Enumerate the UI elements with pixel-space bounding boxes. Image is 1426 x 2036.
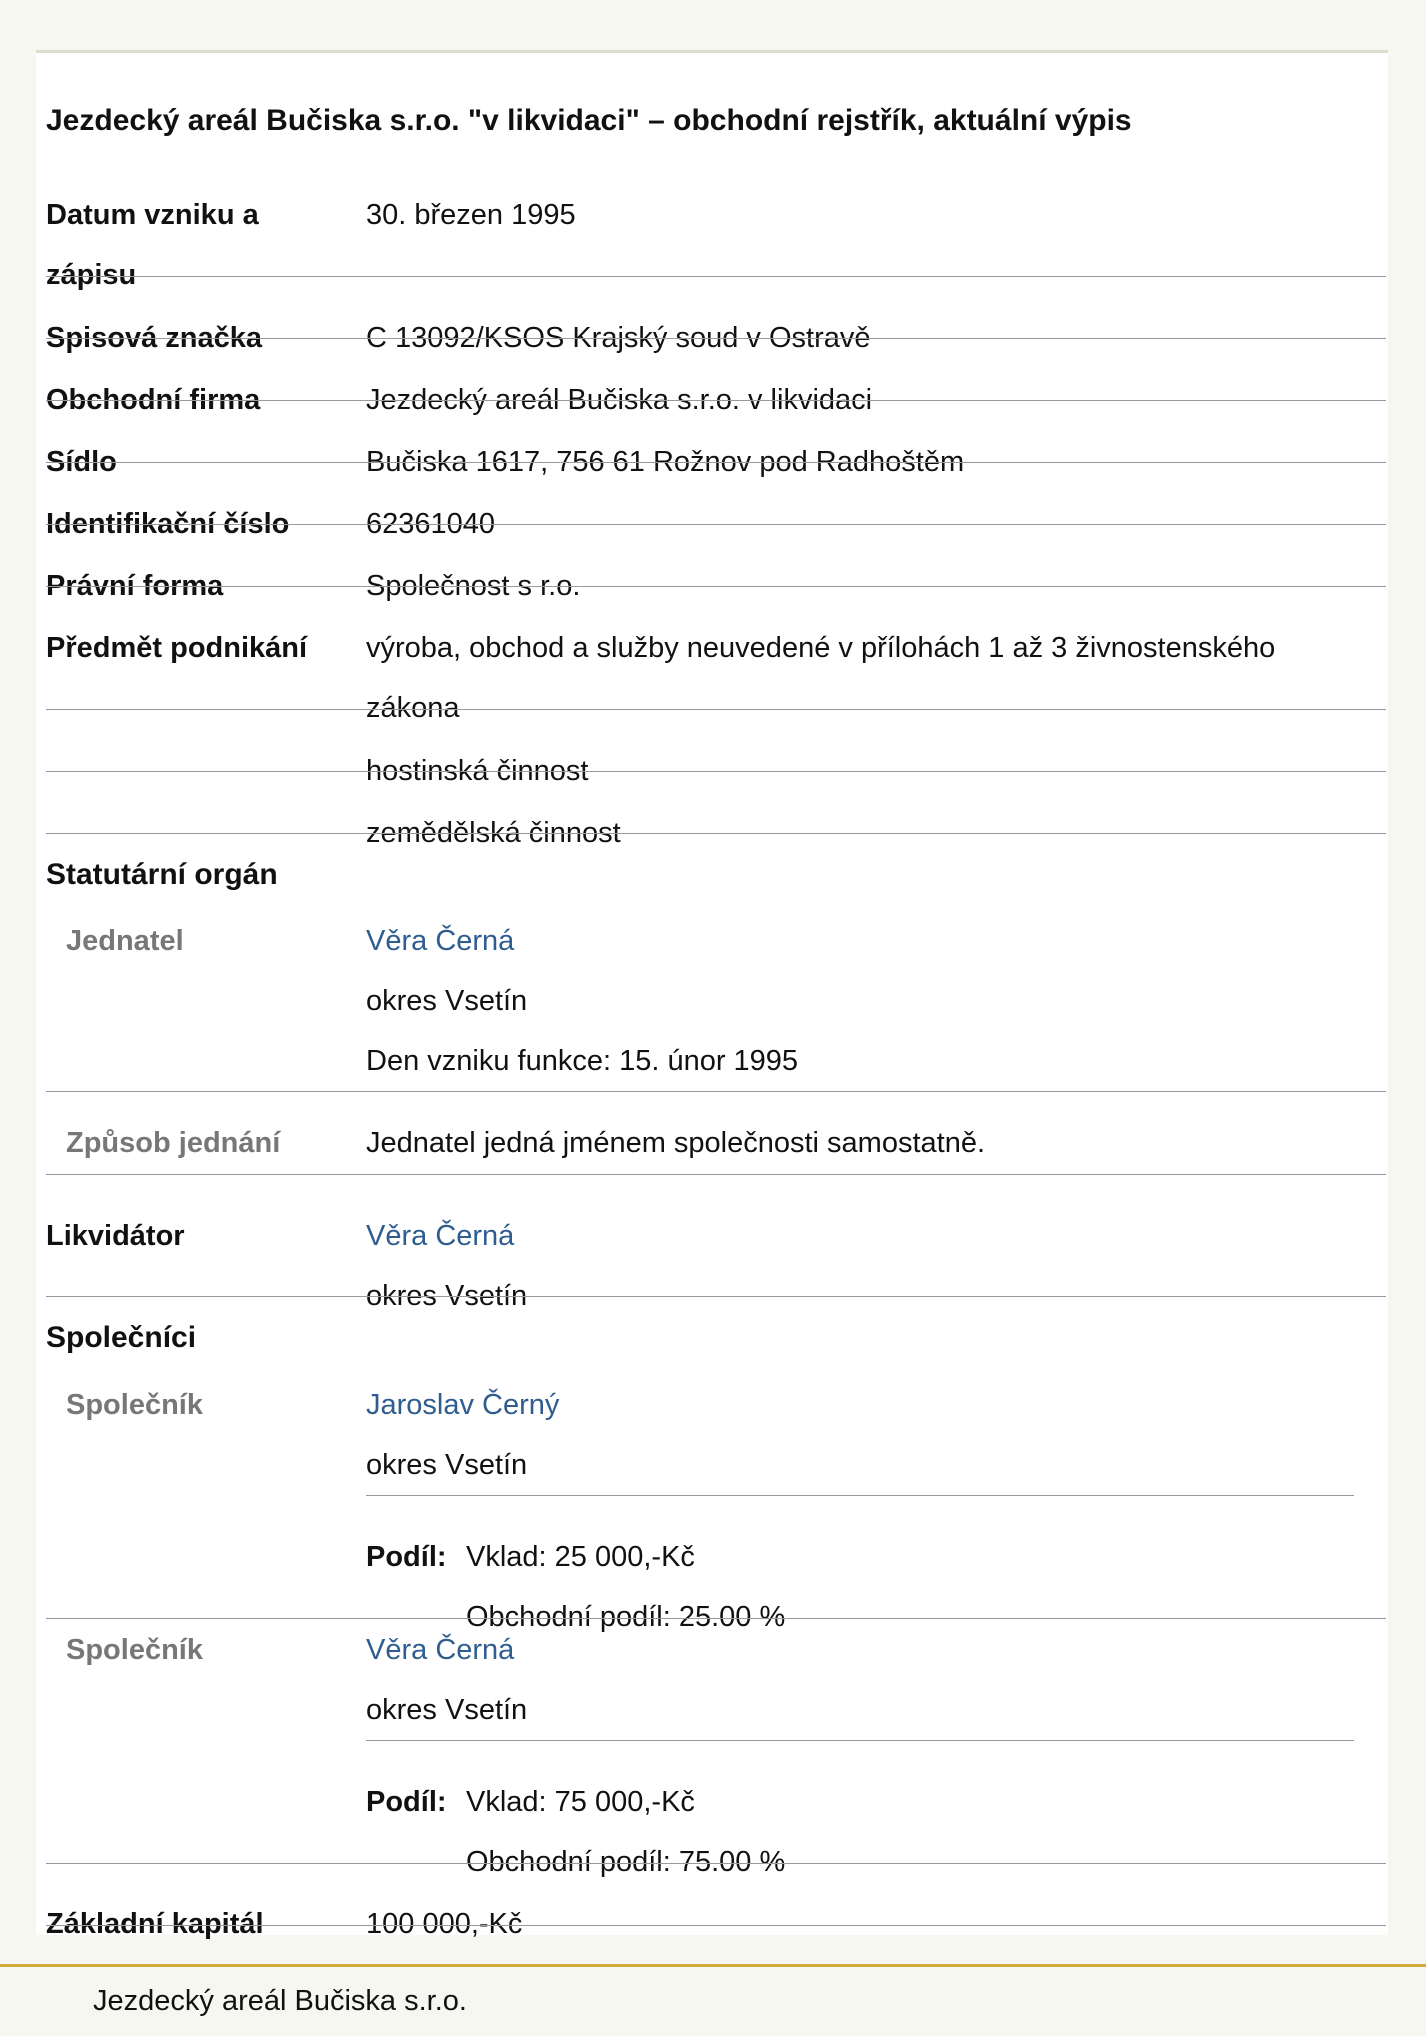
divider xyxy=(46,524,1386,525)
label-firma: Obchodní firma xyxy=(46,384,261,416)
podil-label: Podíl: xyxy=(366,1541,447,1573)
divider xyxy=(46,462,1386,463)
label-kapital: Základní kapitál xyxy=(46,1908,264,1940)
predmet-item: výroba, obchod a služby neuvedené v přílohách 1 až 3 živnostenského xyxy=(366,632,1276,664)
divider xyxy=(366,1495,1354,1496)
podil-obchodni: Obchodní podíl: 75.00 % xyxy=(466,1846,786,1878)
label-likvidator: Likvidátor xyxy=(46,1220,185,1252)
divider xyxy=(46,771,1386,772)
divider xyxy=(366,1740,1354,1741)
predmet-item: zemědělská činnost xyxy=(366,817,621,849)
section-statutarni: Statutární orgán xyxy=(46,858,278,891)
label-datum-line2: zápisu xyxy=(46,259,137,291)
label-spolecnik: Společník xyxy=(66,1389,203,1421)
likvidator-name-link[interactable]: Věra Černá xyxy=(366,1220,515,1252)
podil-vklad: Vklad: 25 000,-Kč xyxy=(466,1541,695,1573)
page-title: Jezdecký areál Bučiska s.r.o. "v likvidaci" – obchodní rejstřík, aktuální výpis xyxy=(46,104,1132,137)
section-spolecnici: Společníci xyxy=(46,1321,197,1354)
value-ico: 62361040 xyxy=(366,508,496,540)
spolecnik-name-link[interactable]: Věra Černá xyxy=(366,1634,515,1666)
spolecnik-name-link[interactable]: Jaroslav Černý xyxy=(366,1389,560,1421)
label-jednatel: Jednatel xyxy=(66,925,184,957)
value-datum: 30. březen 1995 xyxy=(366,199,576,231)
divider xyxy=(46,338,1386,339)
label-spisova: Spisová značka xyxy=(46,322,262,354)
value-sidlo: Bučiska 1617, 756 61 Rožnov pod Radhoštěm xyxy=(366,446,965,478)
predmet-item: hostinská činnost xyxy=(366,755,589,787)
value-zpusob-jednani: Jednatel jedná jménem společnosti samostatně. xyxy=(366,1127,986,1159)
jednatel-name-link[interactable]: Věra Černá xyxy=(366,925,515,957)
divider xyxy=(46,400,1386,401)
label-ico: Identifikační číslo xyxy=(46,508,290,540)
divider xyxy=(46,1618,1386,1619)
jednatel-den-vzniku: Den vzniku funkce: 15. únor 1995 xyxy=(366,1045,799,1077)
value-kapital: 100 000,-Kč xyxy=(366,1908,523,1940)
label-predmet: Předmět podnikání xyxy=(46,632,308,664)
value-forma: Společnost s r.o. xyxy=(366,570,581,602)
divider xyxy=(46,586,1386,587)
jednatel-okres: okres Vsetín xyxy=(366,985,528,1017)
divider xyxy=(46,709,1386,710)
podil-obchodni: Obchodní podíl: 25.00 % xyxy=(466,1601,786,1633)
label-spolecnik: Společník xyxy=(66,1634,203,1666)
divider xyxy=(46,1925,1386,1926)
footer-company-name: Jezdecký areál Bučiska s.r.o. xyxy=(93,1985,467,2017)
value-spisova: C 13092/KSOS Krajský soud v Ostravě xyxy=(366,322,871,354)
divider xyxy=(46,1296,1386,1297)
divider xyxy=(46,276,1386,277)
footer-divider xyxy=(0,1964,1426,1967)
value-firma: Jezdecký areál Bučiska s.r.o. v likvidaci xyxy=(366,384,873,416)
divider xyxy=(46,1174,1386,1175)
document-panel xyxy=(36,50,1388,1940)
likvidator-okres: okres Vsetín xyxy=(366,1280,528,1312)
podil-label: Podíl: xyxy=(366,1786,447,1818)
divider xyxy=(46,1091,1386,1092)
divider xyxy=(46,833,1386,834)
spolecnik-okres: okres Vsetín xyxy=(366,1449,528,1481)
label-datum-line1: Datum vzniku a xyxy=(46,199,259,231)
podil-vklad: Vklad: 75 000,-Kč xyxy=(466,1786,695,1818)
spolecnik-okres: okres Vsetín xyxy=(366,1694,528,1726)
label-zpusob-jednani: Způsob jednání xyxy=(66,1127,281,1159)
label-sidlo: Sídlo xyxy=(46,446,117,478)
divider xyxy=(46,1863,1386,1864)
label-forma: Právní forma xyxy=(46,570,224,602)
predmet-item-cont: zákona xyxy=(366,692,460,724)
